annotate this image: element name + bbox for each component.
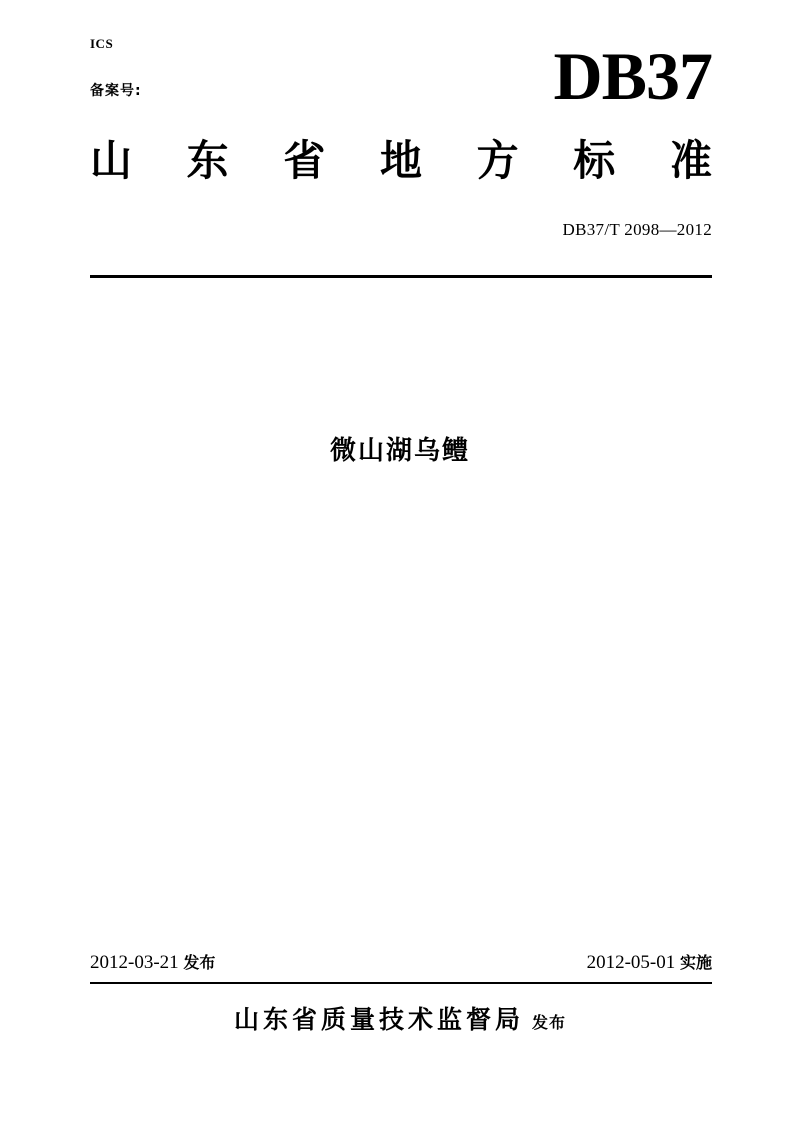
footer-divider [90,982,712,984]
ics-label: ICS [90,36,114,51]
title-char-1: 山 [90,136,133,185]
title-char-7: 准 [669,136,712,185]
db37-logo: DB37 [553,38,712,114]
standard-title [90,138,712,184]
issuer-verb: 发布 [532,1013,567,1032]
standard-number: DB37/T 2098—2012 [562,220,712,239]
publish-verb: 发布 [183,953,216,972]
effective-verb: 实施 [679,953,712,972]
issuer-organization: 山东省质量技术监督局 [233,1005,524,1034]
issuer-line [0,1000,800,1036]
title-char-5: 方 [476,136,519,185]
document-title: 微山湖乌鳢 [329,436,470,466]
record-number-label: 备案号: [90,83,142,99]
header-divider [90,275,712,278]
dates-row [90,950,712,974]
publish-date: 2012-03-21 [90,952,179,973]
publish-date-group [90,950,215,974]
title-char-3: 省 [283,136,326,185]
title-char-6: 标 [573,136,616,185]
effective-date-group [587,950,712,974]
title-char-2: 东 [186,136,229,185]
effective-date: 2012-05-01 [586,952,676,973]
title-char-4: 地 [379,136,422,185]
